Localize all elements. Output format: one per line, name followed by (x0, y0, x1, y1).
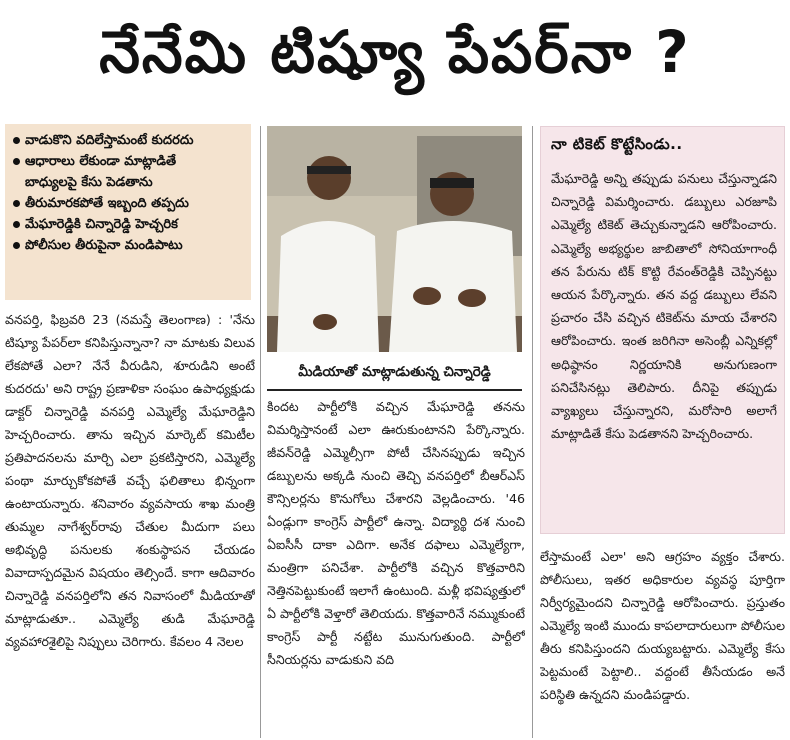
headline: నేనేమి టిష్యూ పేపర్‌నా ? (99, 17, 691, 86)
article-middle-column (267, 395, 525, 738)
highlight-item: ఆధారాలు లేకుండా మాట్లాడితే (11, 151, 245, 172)
article-text-left: వనపర్తి, ఫిబ్రవరి 23 (నమస్తే తెలంగాణ) : 'నేను టిష్యూ పేపర్‌లా కనిపిస్తున్నానా? నా మాటకు విలువ లేకపోతే ఎలా? నేనే వీరుడిని, శూరుడిని అంటే కుదరదు' అని రాష్ట్ర ప్రణాళికా సంఘం ఉపాధ్యక్షుడు డాక్టర్ చిన్నారెడ్డి వనపర్తి ఎమ్మెల్యే మేఘారెడ్డిని హెచ్చరించారు. తాను ఇచ్చిన మార్కెట్ కమిటీల ప్రతిపాదనలను మార్చి ఎలా ప్రకటిస్తారని, ఎమ్మెల్యే పంథా మార్చుకోకపోతే వచ్చే ఫలితాలు భిన్నంగా ఉంటాయన్నారు. శనివారం వ్యవసాయ శాఖ మంత్రి తుమ్మల నాగేశ్వర్‌రావు చేతుల మీదుగా పలు అభివృద్ధి పనులకు శంకుస్థాపన చేయడం వివాదాస్పదమైన విషయం తెల్సిందే. కాగా ఆదివారం చిన్నారెడ్డి వనపర్తిలోని తన నివాసంలో మీడియాతో మాట్లాడుతూ.. ఎమ్మెల్యే తుడి మేఘారెడ్డి వ్యవహారశైలిపై నిప్పులు చెరిగారు. కేవలం 4 నెలల (5, 312, 255, 649)
photo-illustration (267, 126, 522, 352)
article-right-column (540, 545, 785, 738)
highlight-item: మేఘారెడ్డికి చిన్నారెడ్డి హెచ్చరిక (11, 214, 245, 235)
column-divider (532, 126, 533, 738)
article-text-right: లేస్తామంటే ఎలా' అని ఆగ్రహం వ్యక్తం చేశారు. పోలీసులు, ఇతర అధికారుల వ్యవస్థ పూర్తిగా నిర్వీర్యమైందని చిన్నారెడ్డి ఆరోపించారు. ప్రస్తుతం ఎమ్మెల్యే ఇంటి ముందు కాపలాదారులుగా పోలీసుల తీరు కనిపిస్తుందని దుయ్యబట్టారు. ఎమ్మెల్యే కేసు పెట్టమంటే పెట్టాలి.. వద్దంటే తీసేయడం అనే పరిస్థితి ఉన్నదని మండిపడ్డారు. (540, 549, 785, 702)
sidebar-box (540, 126, 785, 534)
highlight-item: బాధ్యులపై కేసు పెడతాను (25, 175, 153, 190)
highlight-item: పోలీసుల తీరుపైనా మండిపాటు (11, 235, 245, 256)
highlights-box (5, 124, 251, 300)
news-photo (267, 126, 522, 352)
sidebar-title: నా టికెట్ కొట్టేసిండు.. (551, 135, 683, 153)
highlights-list (11, 130, 245, 256)
sidebar-text: మేఘారెడ్డి అన్ని తప్పుడు పనులు చేస్తున్నాడని చిన్నారెడ్డి విమర్శించారు. డబ్బులు ఎరజూపి ఎమ్మెల్యే టికెట్ తెచ్చుకున్నాడని ఆరోపించారు. ఎమ్మెల్యే అభ్యర్థుల జాబితాలో సోనియాగాంధీ తన పేరును టిక్ కొట్టి రేవంత్‌రెడ్డికి చెప్పినట్టు ఆయన పేర్కొన్నారు. తన వద్ద డబ్బులు లేవని ప్రచారం చేసి వచ్చిన టికెట్‌ను మాయ చేశారని ఆరోపించారు. ఇంత జరిగినా అసెంబ్లీ ఎన్నికల్లో అధిష్ఠానం నిర్ణయానికి అనుగుణంగా పనిచేసినట్లు తెలిపారు. దీనిపై తప్పుడు వ్యాఖ్యలు చేస్తున్నారని, మరోసారి అలాగే మాట్లాడితే కేసు పెడతానని హెచ్చరించారు. (551, 171, 777, 442)
article-text-middle: కిందట పార్టీలోకి వచ్చిన మేఘారెడ్డి తనను విమర్శిస్తానంటే ఎలా ఊరుకుంటానని పేర్కొన్నారు. జీవన్‌రెడ్డి ఎమ్మెల్సీగా పోటీ చేసినప్పుడు ఇచ్చిన డబ్బులను అక్కడి నుంచి తెచ్చి వనపర్తిలో బీఆర్‌ఎస్ కౌన్సిలర్లను కొనుగోలు చేశారని వెల్లడించారు. '46 ఏండ్లుగా కాంగ్రెస్ పార్టీలో ఉన్నా. విద్యార్థి దశ నుంచి ఏఐసీసీ దాకా ఎదిగా. అనేక దఫాలు ఎమ్మెల్యేగా, మంత్రిగా పనిచేశా. పార్టీలోకి వచ్చిన కొత్తవారిని నెత్తినపెట్టుకుంటే ఇలాగే ఉంటుంది. మళ్లీ భవిష్యత్తులో ఏ పార్టీలోకి వెళ్తారో తెలియదు. కొత్తవారినే నమ్ముకుంటే కాంగ్రెస్ పార్టీ నట్టేట మునుగుతుంది. పార్టీలో సీనియర్లను వాడుకుని వది (267, 399, 525, 667)
article-left-column (5, 308, 255, 738)
highlight-item: తీరుమారకపోతే ఇబ్బంది తప్పదు (11, 193, 245, 214)
highlight-item: వాడుకొని వదిలేస్తామంటే కుదరదు (11, 130, 245, 151)
photo-caption: మీడియాతో మాట్లాడుతున్న చిన్నారెడ్డి (267, 353, 522, 391)
column-divider (260, 126, 261, 738)
